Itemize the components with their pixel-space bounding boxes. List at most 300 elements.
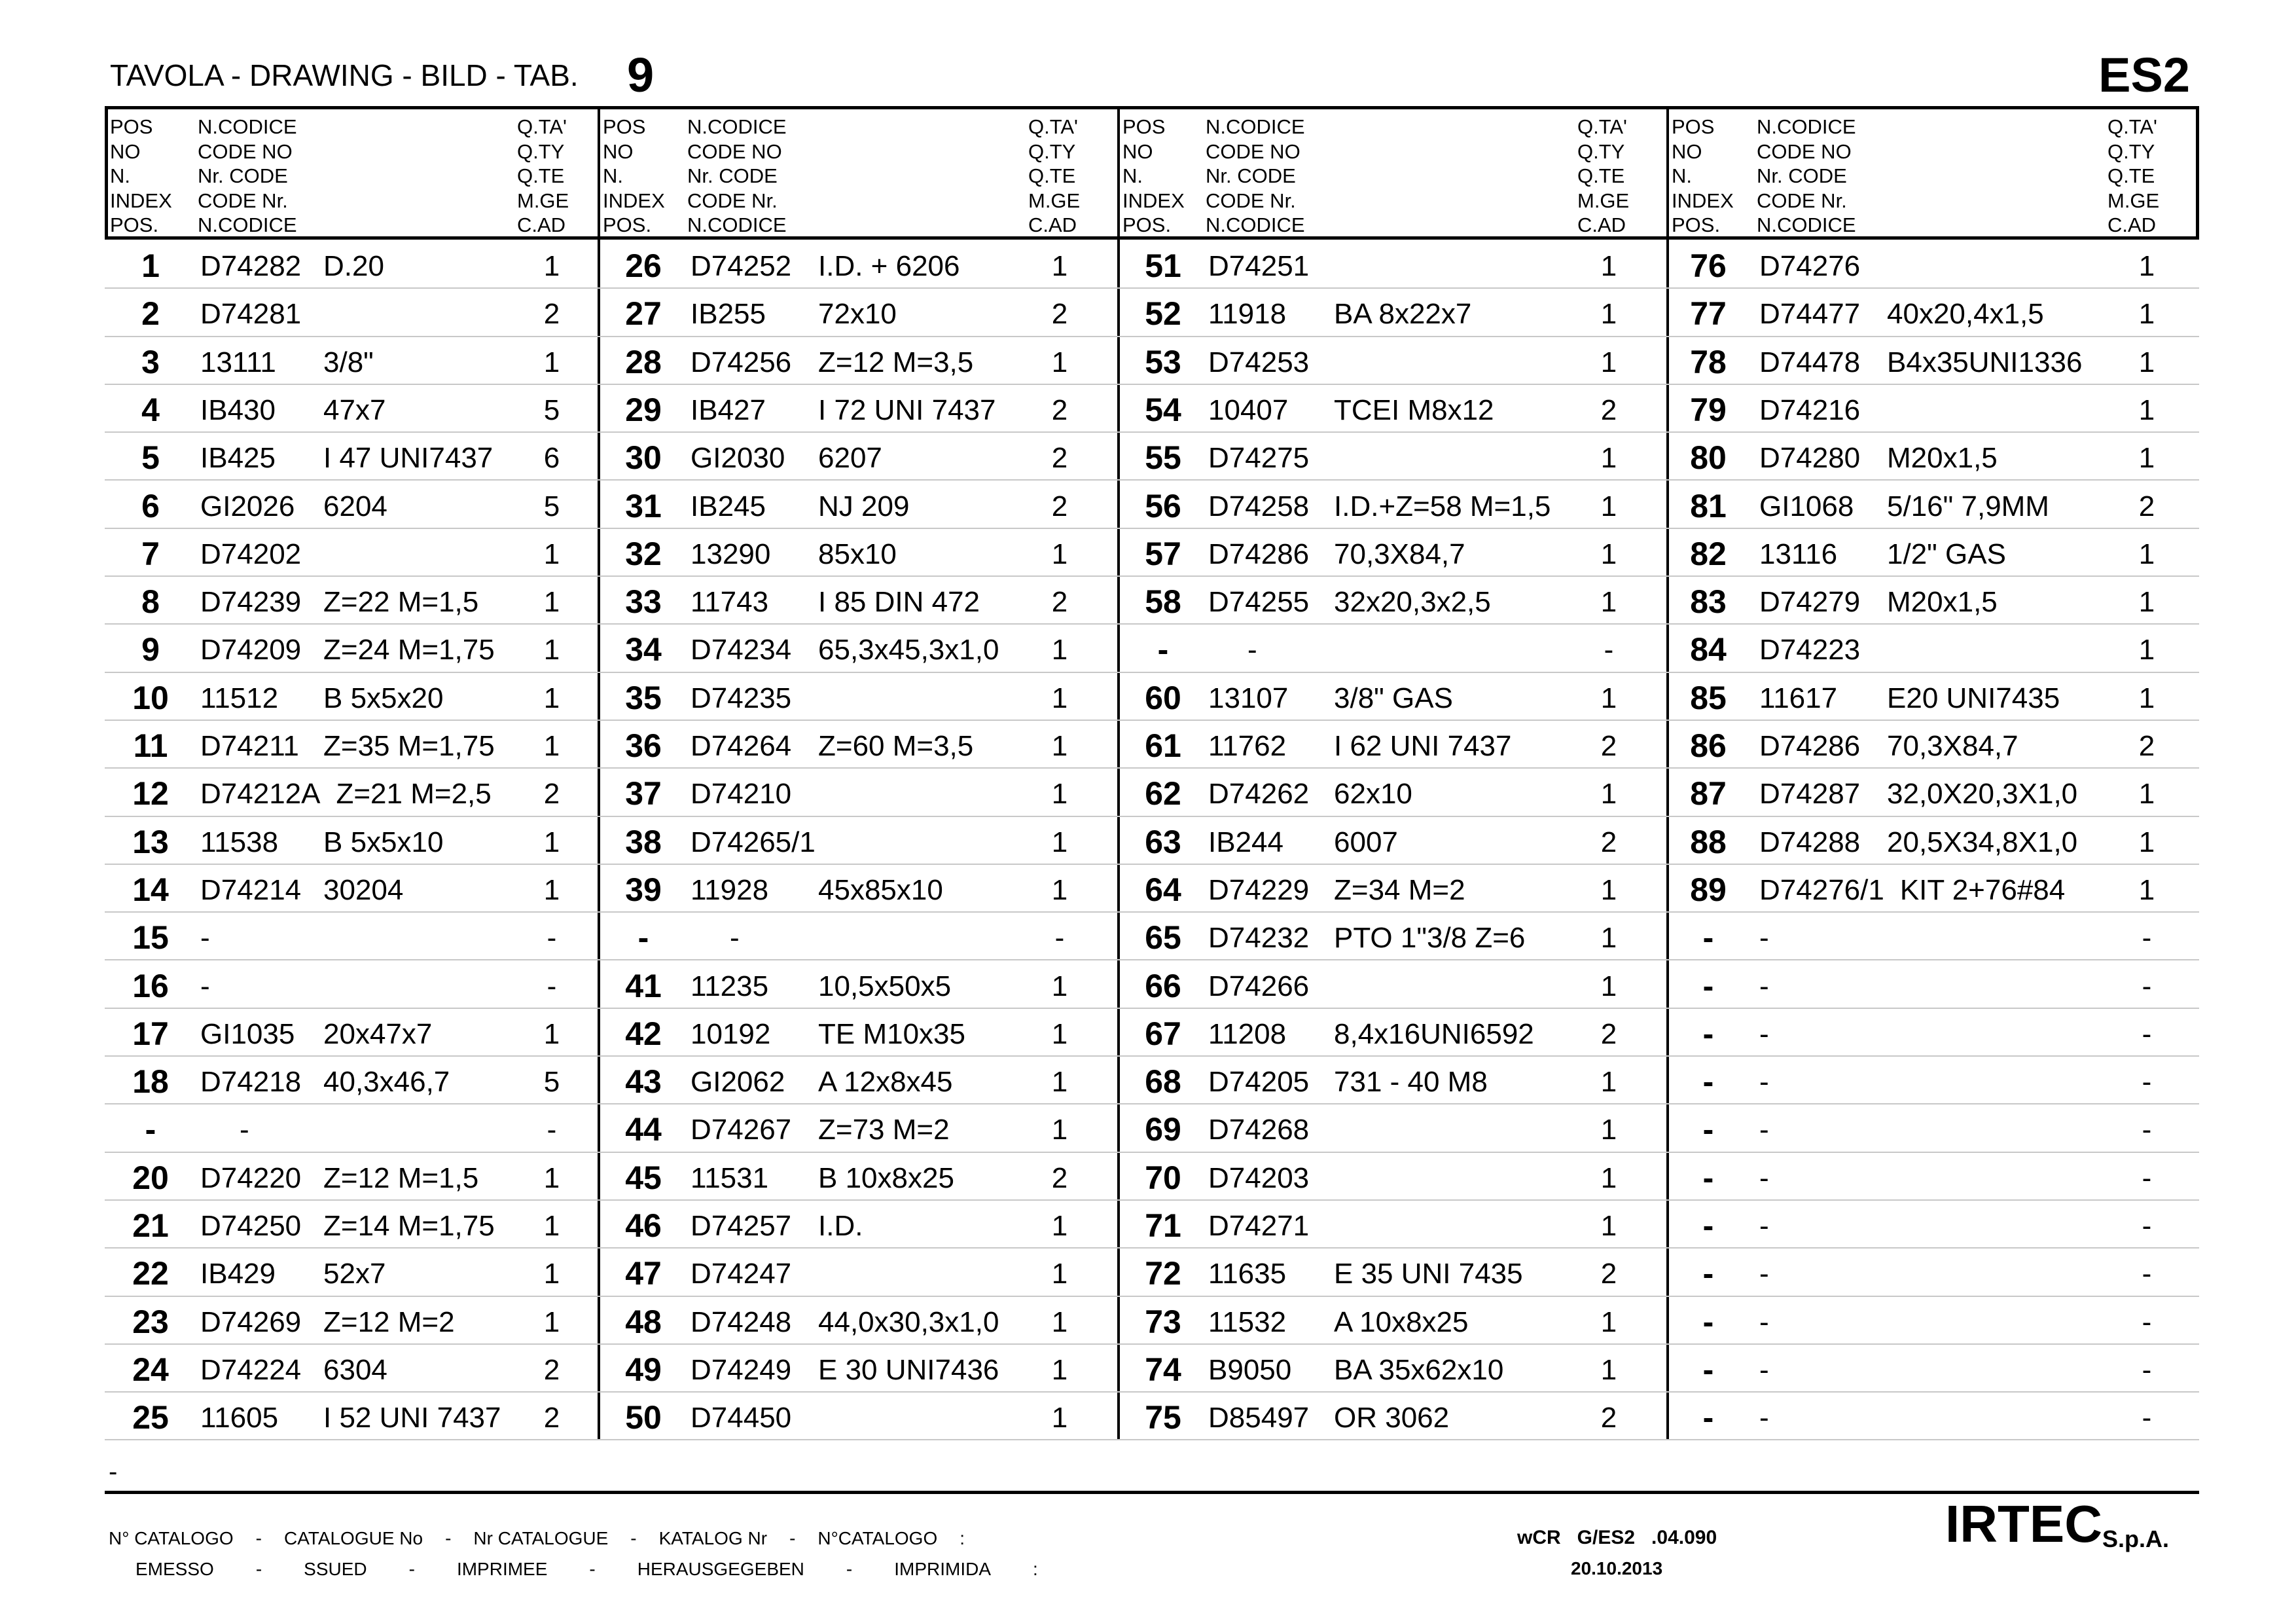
part-code: 11531 xyxy=(691,1161,769,1194)
part-description: Z=12 M=2 xyxy=(323,1305,455,1338)
column-header xyxy=(1668,115,2199,239)
position-number: 42 xyxy=(625,1015,662,1052)
quantity: - xyxy=(2142,1353,2152,1386)
table-row xyxy=(1119,1249,1668,1296)
table-row xyxy=(105,433,599,481)
part-description: 20x47x7 xyxy=(323,1017,433,1050)
quantity: 1 xyxy=(1600,250,1617,282)
position-number: - xyxy=(1702,919,1714,957)
part-code: - xyxy=(240,1114,249,1146)
position-number: 63 xyxy=(1145,823,1181,860)
position-number: 47 xyxy=(625,1255,662,1292)
position-number: 5 xyxy=(141,439,160,477)
quantity: 1 xyxy=(1051,538,1068,570)
part-description: B 10x8x25 xyxy=(818,1161,954,1194)
part-code: - xyxy=(1759,922,1769,955)
column-header xyxy=(105,115,599,239)
quantity: 2 xyxy=(543,298,560,331)
part-code: D74287 xyxy=(1759,778,1861,811)
quantity: 1 xyxy=(543,1258,560,1290)
part-code: 11928 xyxy=(691,873,769,906)
table-row xyxy=(1119,1297,1668,1345)
part-description: I 62 UNI 7437 xyxy=(1334,730,1512,762)
table-row xyxy=(1668,1009,2199,1057)
quantity: 2 xyxy=(1051,586,1068,619)
position-number: 33 xyxy=(625,583,662,621)
position-number: 24 xyxy=(132,1351,169,1388)
position-number: 1 xyxy=(141,247,160,284)
table-row xyxy=(1119,1104,1668,1152)
part-description: BA 8x22x7 xyxy=(1334,298,1472,331)
part-description: Z=14 M=1,75 xyxy=(323,1210,495,1242)
quantity: 1 xyxy=(543,1210,560,1242)
table-row xyxy=(1119,241,1668,289)
part-description: M20x1,5 xyxy=(1887,586,1998,619)
part-code: B9050 xyxy=(1208,1353,1292,1386)
part-code: D74212A xyxy=(200,778,321,811)
position-number: 25 xyxy=(132,1399,169,1436)
position-number: 56 xyxy=(1145,487,1181,524)
part-description: 6207 xyxy=(818,442,882,475)
position-number: - xyxy=(637,919,649,957)
header-pos-label: POS NO N. INDEX POS. xyxy=(1672,115,1734,236)
part-code: - xyxy=(1759,1017,1769,1050)
position-number: 10 xyxy=(132,679,169,716)
part-description: NJ 209 xyxy=(818,490,910,522)
position-number: - xyxy=(145,1111,156,1148)
part-code: D74265/1 xyxy=(691,826,816,858)
quantity: 1 xyxy=(2138,346,2155,378)
issued-label: EMESSO xyxy=(135,1559,214,1579)
part-code: D74282 xyxy=(200,250,302,282)
part-code: IB255 xyxy=(691,298,766,331)
position-number: 88 xyxy=(1690,823,1727,860)
part-code: D74250 xyxy=(200,1210,302,1242)
quantity: - xyxy=(2142,1402,2152,1434)
quantity: 2 xyxy=(543,1353,560,1386)
quantity: 1 xyxy=(1051,682,1068,714)
table-row xyxy=(105,1345,599,1393)
quantity: 2 xyxy=(1051,442,1068,475)
part-description: 32x20,3x2,5 xyxy=(1334,586,1491,619)
table-row xyxy=(105,1393,599,1440)
part-description: 85x10 xyxy=(818,538,897,570)
part-description: 45x85x10 xyxy=(818,873,943,906)
part-description: Z=12 M=1,5 xyxy=(323,1161,479,1194)
position-number: - xyxy=(1702,1303,1714,1340)
part-description: 3/8" xyxy=(323,346,374,378)
catalogue-label: - xyxy=(789,1528,796,1548)
table-row xyxy=(1119,817,1668,865)
position-number: 51 xyxy=(1145,247,1181,284)
header-qty-label: Q.TA' Q.TY Q.TE M.GE C.AD xyxy=(1028,115,1081,236)
position-number: 32 xyxy=(625,535,662,572)
table-number: 9 xyxy=(627,48,655,102)
part-code: D74280 xyxy=(1759,442,1861,475)
part-code: D74239 xyxy=(200,586,302,619)
position-number: 57 xyxy=(1145,535,1181,572)
part-code: - xyxy=(1759,1402,1769,1434)
part-description: Z=24 M=1,75 xyxy=(323,634,495,666)
position-number: 30 xyxy=(625,439,662,477)
position-number: 7 xyxy=(141,535,160,572)
table-row xyxy=(105,769,599,816)
table-row xyxy=(599,1249,1119,1296)
quantity: 1 xyxy=(1600,442,1617,475)
position-number: 2 xyxy=(141,295,160,333)
position-number: 44 xyxy=(625,1111,662,1148)
quantity: 2 xyxy=(1600,1258,1617,1290)
part-code: D74288 xyxy=(1759,826,1861,858)
table-row xyxy=(1119,625,1668,672)
brand-suffix: S.p.A. xyxy=(2102,1525,2170,1552)
table-row xyxy=(1668,913,2199,960)
catalogue-label: - xyxy=(445,1528,452,1548)
part-code: 13107 xyxy=(1208,682,1289,714)
quantity: 1 xyxy=(1600,346,1617,378)
quantity: 1 xyxy=(2138,873,2155,906)
table-row xyxy=(599,1345,1119,1393)
part-description: I 52 UNI 7437 xyxy=(323,1402,501,1434)
quantity: 1 xyxy=(2138,442,2155,475)
part-description: KIT 2+76#84 xyxy=(1899,873,2066,906)
position-number: 37 xyxy=(625,775,662,812)
catalogue-label: Nr CATALOGUE xyxy=(473,1528,609,1548)
part-code: D74264 xyxy=(691,730,792,762)
position-number: 26 xyxy=(625,247,662,284)
part-code: D74253 xyxy=(1208,346,1310,378)
part-code: 11538 xyxy=(200,826,279,858)
position-number: 43 xyxy=(625,1063,662,1101)
quantity: 2 xyxy=(1600,1402,1617,1434)
part-description: 40x20,4x1,5 xyxy=(1887,298,2044,331)
position-number: 36 xyxy=(625,727,662,764)
table-row xyxy=(599,769,1119,816)
part-description: Z=12 M=3,5 xyxy=(818,346,974,378)
quantity: 1 xyxy=(543,1017,560,1050)
quantity: - xyxy=(2142,1258,2152,1290)
part-code: D74271 xyxy=(1208,1210,1310,1242)
part-code: GI1035 xyxy=(200,1017,295,1050)
table-row xyxy=(1668,241,2199,289)
part-code: D74477 xyxy=(1759,298,1861,331)
part-description: TCEI M8x12 xyxy=(1334,393,1494,426)
position-number: - xyxy=(1702,1255,1714,1292)
table-row xyxy=(105,817,599,865)
quantity: 1 xyxy=(1600,778,1617,811)
part-code: - xyxy=(1759,1258,1769,1290)
quantity: - xyxy=(2142,1210,2152,1242)
table-row xyxy=(1668,1297,2199,1345)
table-row xyxy=(1119,1393,1668,1440)
catalogue-reference: wCR G/ES2 .04.090 xyxy=(1517,1527,1717,1548)
part-code: D74218 xyxy=(200,1066,302,1099)
quantity: 1 xyxy=(1600,538,1617,570)
part-code: D74276 xyxy=(1759,250,1861,282)
position-number: 52 xyxy=(1145,295,1181,333)
position-number: 72 xyxy=(1145,1255,1181,1292)
quantity: 1 xyxy=(543,634,560,666)
part-code: D74247 xyxy=(691,1258,792,1290)
table-row xyxy=(1119,961,1668,1009)
header-code-label: N.CODICE CODE NO Nr. CODE CODE Nr. N.CODICE xyxy=(687,115,787,236)
part-code: - xyxy=(200,922,210,955)
quantity: 6 xyxy=(543,442,560,475)
quantity: 2 xyxy=(543,1402,560,1434)
part-description: 44,0x30,3x1,0 xyxy=(818,1305,999,1338)
quantity: 2 xyxy=(1600,393,1617,426)
table-row xyxy=(1668,385,2199,433)
part-code: - xyxy=(1759,1353,1769,1386)
part-description: 72x10 xyxy=(818,298,897,331)
part-code: D74249 xyxy=(691,1353,792,1386)
quantity: 1 xyxy=(1600,1161,1617,1194)
table-row xyxy=(105,1104,599,1152)
part-code: D74205 xyxy=(1208,1066,1310,1099)
table-row xyxy=(599,481,1119,529)
quantity: 1 xyxy=(543,1161,560,1194)
column-header xyxy=(599,115,1119,239)
part-code: 13111 xyxy=(200,346,276,378)
header-pos-label: POS NO N. INDEX POS. xyxy=(1122,115,1185,236)
issued-label: - xyxy=(255,1559,262,1579)
issued-label: - xyxy=(589,1559,596,1579)
table-row xyxy=(1668,673,2199,721)
position-number: 12 xyxy=(132,775,169,812)
part-description: M20x1,5 xyxy=(1887,442,1998,475)
quantity: 2 xyxy=(1051,298,1068,331)
header-code-label: N.CODICE CODE NO Nr. CODE CODE Nr. N.CODICE xyxy=(1206,115,1305,236)
table-row xyxy=(105,385,599,433)
position-number: 60 xyxy=(1145,679,1181,716)
position-number: 87 xyxy=(1690,775,1727,812)
part-code: 11617 xyxy=(1759,682,1838,714)
part-code: IB245 xyxy=(691,490,766,522)
table-row xyxy=(105,961,599,1009)
part-code: D74224 xyxy=(200,1353,302,1386)
part-code: D74216 xyxy=(1759,393,1861,426)
part-description: I 85 DIN 472 xyxy=(818,586,980,619)
quantity: - xyxy=(547,922,557,955)
part-description: B 5x5x10 xyxy=(323,826,444,858)
position-number: - xyxy=(1702,967,1714,1004)
table-row xyxy=(1119,1201,1668,1249)
position-number: 64 xyxy=(1145,871,1181,908)
issue-date: 20.10.2013 xyxy=(1571,1558,1663,1578)
table-row xyxy=(105,625,599,672)
quantity: 1 xyxy=(1051,1305,1068,1338)
position-number: 76 xyxy=(1690,247,1727,284)
position-number: 81 xyxy=(1690,487,1727,524)
quantity: 1 xyxy=(543,730,560,762)
part-description: 6304 xyxy=(323,1353,387,1386)
position-number: 67 xyxy=(1145,1015,1181,1052)
part-description: I 47 UNI7437 xyxy=(323,442,493,475)
quantity: - xyxy=(2142,1066,2152,1099)
table-row xyxy=(105,577,599,625)
table-row xyxy=(599,529,1119,577)
table-row xyxy=(1119,289,1668,337)
part-code: D74266 xyxy=(1208,970,1310,1002)
table-row xyxy=(1119,1345,1668,1393)
position-number: 61 xyxy=(1145,727,1181,764)
column-header xyxy=(1119,115,1668,239)
position-number: - xyxy=(1702,1399,1714,1436)
part-description: 65,3x45,3x1,0 xyxy=(818,634,999,666)
part-code: D74210 xyxy=(691,778,792,811)
table-row xyxy=(105,1009,599,1057)
part-description: Z=21 M=2,5 xyxy=(336,778,492,811)
table-row xyxy=(105,1153,599,1201)
position-number: - xyxy=(1157,631,1169,668)
part-code: - xyxy=(1759,1210,1769,1242)
table-row xyxy=(1119,1009,1668,1057)
table-row xyxy=(599,1104,1119,1152)
part-description: 731 - 40 M8 xyxy=(1334,1066,1488,1099)
part-code: - xyxy=(1247,634,1257,666)
position-number: 9 xyxy=(141,631,160,668)
position-number: 73 xyxy=(1145,1303,1181,1340)
position-number: 75 xyxy=(1145,1399,1181,1436)
table-row xyxy=(105,673,599,721)
table-row xyxy=(105,913,599,960)
quantity: - xyxy=(2142,922,2152,955)
table-row xyxy=(1668,1201,2199,1249)
table-row xyxy=(105,1249,599,1296)
table-row xyxy=(105,865,599,913)
part-code: D74229 xyxy=(1208,873,1310,906)
quantity: 1 xyxy=(1051,1114,1068,1146)
quantity: 1 xyxy=(1600,586,1617,619)
position-number: 82 xyxy=(1690,535,1727,572)
position-number: - xyxy=(1702,1351,1714,1388)
part-description: D.20 xyxy=(323,250,384,282)
position-number: 20 xyxy=(132,1159,169,1196)
position-number: 6 xyxy=(141,487,160,524)
table-row xyxy=(1668,1249,2199,1296)
part-code: - xyxy=(1759,1161,1769,1194)
quantity: 1 xyxy=(1600,1066,1617,1099)
quantity: 1 xyxy=(1051,1017,1068,1050)
quantity: 1 xyxy=(543,250,560,282)
part-description: A 12x8x45 xyxy=(818,1066,953,1099)
quantity: 2 xyxy=(2138,490,2155,522)
part-description: 6204 xyxy=(323,490,387,522)
table-row xyxy=(105,1057,599,1104)
part-description: BA 35x62x10 xyxy=(1334,1353,1504,1386)
quantity: 1 xyxy=(1051,970,1068,1002)
table-row xyxy=(1119,1153,1668,1201)
table-row xyxy=(599,865,1119,913)
table-row xyxy=(105,1201,599,1249)
position-number: 23 xyxy=(132,1303,169,1340)
header-code-label: N.CODICE CODE NO Nr. CODE CODE Nr. N.CODICE xyxy=(198,115,297,236)
part-code: D74256 xyxy=(691,346,792,378)
part-description: 70,3X84,7 xyxy=(1334,538,1465,570)
position-number: 80 xyxy=(1690,439,1727,477)
quantity: 1 xyxy=(2138,778,2155,811)
table-row xyxy=(105,529,599,577)
quantity: 1 xyxy=(2138,826,2155,858)
part-code: D74478 xyxy=(1759,346,1861,378)
catalogue-label: - xyxy=(630,1528,637,1548)
table-row xyxy=(599,1057,1119,1104)
quantity: 1 xyxy=(543,586,560,619)
table-row xyxy=(1668,529,2199,577)
header-qty-label: Q.TA' Q.TY Q.TE M.GE C.AD xyxy=(517,115,569,236)
position-number: 45 xyxy=(625,1159,662,1196)
part-code: D74203 xyxy=(1208,1161,1310,1194)
part-code: D74252 xyxy=(691,250,792,282)
issued-label: SSUED xyxy=(304,1559,367,1579)
table-row xyxy=(599,433,1119,481)
part-code: 11512 xyxy=(200,682,279,714)
part-code: GI1068 xyxy=(1759,490,1854,522)
table-row xyxy=(599,385,1119,433)
quantity: 1 xyxy=(1600,970,1617,1002)
position-number: 55 xyxy=(1145,439,1181,477)
part-code: 11208 xyxy=(1208,1017,1287,1050)
position-number: 66 xyxy=(1145,967,1181,1004)
header-qty-label: Q.TA' Q.TY Q.TE M.GE C.AD xyxy=(2108,115,2160,236)
part-code: 11918 xyxy=(1208,298,1287,331)
position-number: 4 xyxy=(141,391,160,428)
part-description: I.D. xyxy=(818,1210,863,1242)
table-row xyxy=(1119,913,1668,960)
quantity: 1 xyxy=(2138,538,2155,570)
position-number: 16 xyxy=(132,967,169,1004)
table-row xyxy=(1119,673,1668,721)
part-code: IB427 xyxy=(691,393,766,426)
part-code: D74235 xyxy=(691,682,792,714)
catalogue-label: N° CATALOGO xyxy=(109,1528,234,1548)
quantity: - xyxy=(2142,1305,2152,1338)
quantity: - xyxy=(547,970,557,1002)
table-row xyxy=(599,1009,1119,1057)
position-number: 86 xyxy=(1690,727,1727,764)
quantity: 1 xyxy=(1600,490,1617,522)
quantity: 1 xyxy=(543,682,560,714)
quantity: 1 xyxy=(2138,298,2155,331)
part-code: D74276/1 xyxy=(1759,873,1884,906)
quantity: - xyxy=(2142,1017,2152,1050)
table-row xyxy=(1119,769,1668,816)
part-code: D74268 xyxy=(1208,1114,1310,1146)
quantity: 1 xyxy=(2138,586,2155,619)
quantity: 1 xyxy=(2138,634,2155,666)
position-number: 31 xyxy=(625,487,662,524)
part-description: 3/8" GAS xyxy=(1334,682,1453,714)
table-row xyxy=(105,721,599,769)
quantity: 1 xyxy=(2138,682,2155,714)
table-row xyxy=(599,625,1119,672)
quantity: 1 xyxy=(1600,1353,1617,1386)
part-code: 11235 xyxy=(691,970,769,1002)
part-code: 10407 xyxy=(1208,393,1289,426)
table-row xyxy=(1668,1345,2199,1393)
part-description: Z=34 M=2 xyxy=(1334,873,1465,906)
table-row xyxy=(1119,577,1668,625)
quantity: 5 xyxy=(543,490,560,522)
quantity: 1 xyxy=(543,538,560,570)
part-description: 32,0X20,3X1,0 xyxy=(1887,778,2078,811)
position-number: 77 xyxy=(1690,295,1727,333)
part-code: 11762 xyxy=(1208,730,1287,762)
table-row xyxy=(1119,529,1668,577)
position-number: 34 xyxy=(625,631,662,668)
header-pos-label: POS NO N. INDEX POS. xyxy=(110,115,172,236)
part-code: D74255 xyxy=(1208,586,1310,619)
